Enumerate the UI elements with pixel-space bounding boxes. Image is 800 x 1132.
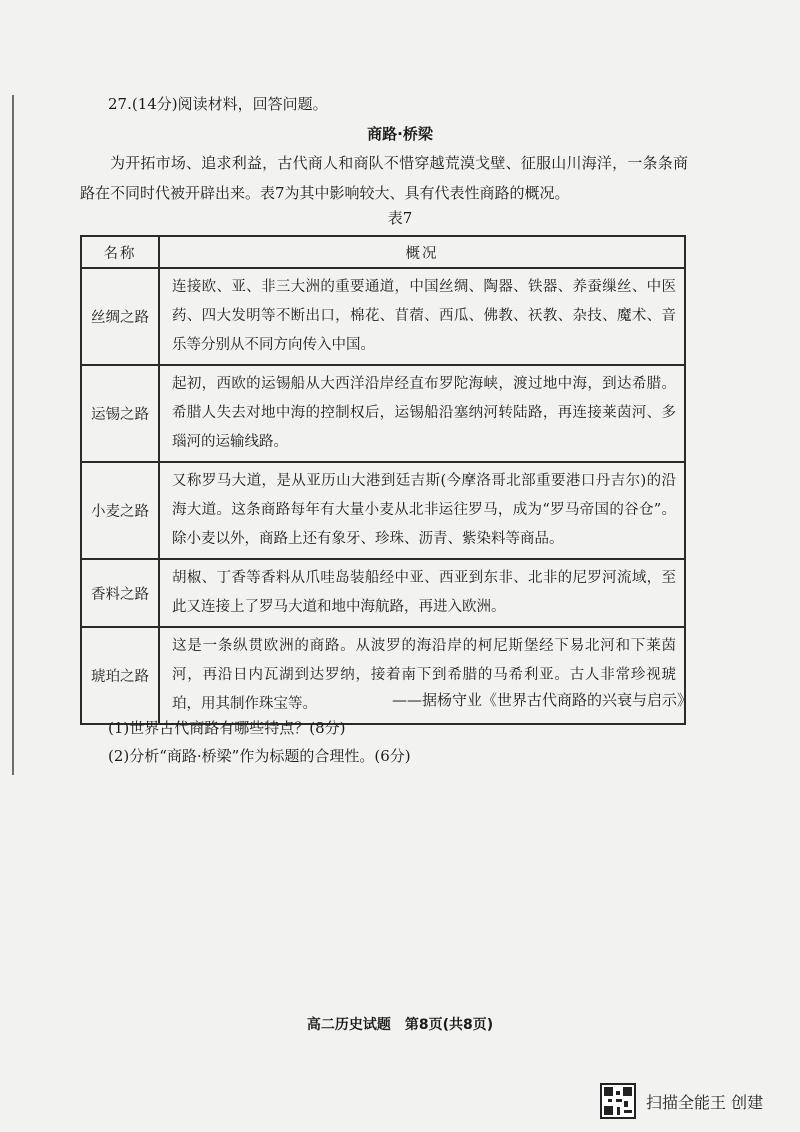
table-row xyxy=(81,365,685,462)
column-header-name: 名称 xyxy=(81,236,159,268)
page-footer: 高二历史试题 第8页(共8页) xyxy=(306,1017,494,1033)
watermark-text: 扫描全能王 创建 xyxy=(646,1093,764,1112)
material-intro: 为开拓市场、追求利益，古代商人和商队不惜穿越荒漠戈壁、征服山川海洋，一条条商路在不同时代被开辟出来。表7为其中影响较大、具有代表性商路的概况。 xyxy=(80,154,688,202)
table-caption: 表7 xyxy=(387,209,413,227)
route-overview: 连接欧、亚、非三大洲的重要通道，中国丝绸、陶器、铁器、养蚕缫丝、中医药、四大发明等不断出口，棉花、苜蓿、西瓜、佛教、祆教、杂技、魔术、音乐等分别从不同方向传入中国。 xyxy=(159,268,685,365)
route-overview: 又称罗马大道，是从亚历山大港到廷吉斯(今摩洛哥北部重要港口丹吉尔)的沿海大道。这条商路每年有大量小麦从北非运往罗马，成为“罗马帝国的谷仓”。除小麦以外，商路上还有象牙、珍珠、沥青、紫染料等商品。 xyxy=(159,462,685,559)
column-header-overview: 概况 xyxy=(159,236,685,268)
source-citation: ——据杨守业《世界古代商路的兴衰与启示》 xyxy=(391,691,692,709)
sub-question-1: (1)世界古代商路有哪些特点？(8分) xyxy=(108,719,346,737)
route-name: 小麦之路 xyxy=(81,462,159,559)
route-overview: 这是一条纵贯欧洲的商路。从波罗的海沿岸的柯尼斯堡经下易北河和下莱茵河，再沿日内瓦湖到达罗纳，接着南下到希腊的马希利亚。古人非常珍视琥珀，用其制作珠宝等。 xyxy=(159,627,685,724)
route-name: 丝绸之路 xyxy=(81,268,159,365)
route-overview: 胡椒、丁香等香料从爪哇岛装船经中亚、西亚到东非、北非的尼罗河流域，至此又连接上了罗马大道和地中海航路，再进入欧洲。 xyxy=(159,559,685,627)
sub-question-2: (2)分析“商路·桥梁”作为标题的合理性。(6分) xyxy=(108,747,411,765)
question-header: 27.(14分)阅读材料，回答问题。 xyxy=(108,95,328,113)
route-name: 运锡之路 xyxy=(81,365,159,462)
table-header-row xyxy=(81,236,685,268)
trade-routes-table xyxy=(80,235,686,725)
route-name: 香料之路 xyxy=(81,559,159,627)
route-name: 琥珀之路 xyxy=(81,627,159,724)
table-row xyxy=(81,268,685,365)
material-title: 商路·桥梁 xyxy=(367,125,433,143)
route-overview: 起初，西欧的运锡船从大西洋沿岸经直布罗陀海峡，渡过地中海，到达希腊。希腊人失去对地中海的控制权后，运锡船沿塞纳河转陆路，再连接莱茵河、多瑙河的运输线路。 xyxy=(159,365,685,462)
table-row xyxy=(81,462,685,559)
binding-margin-line xyxy=(12,95,14,775)
table-row xyxy=(81,559,685,627)
qr-code-icon xyxy=(600,1083,636,1119)
